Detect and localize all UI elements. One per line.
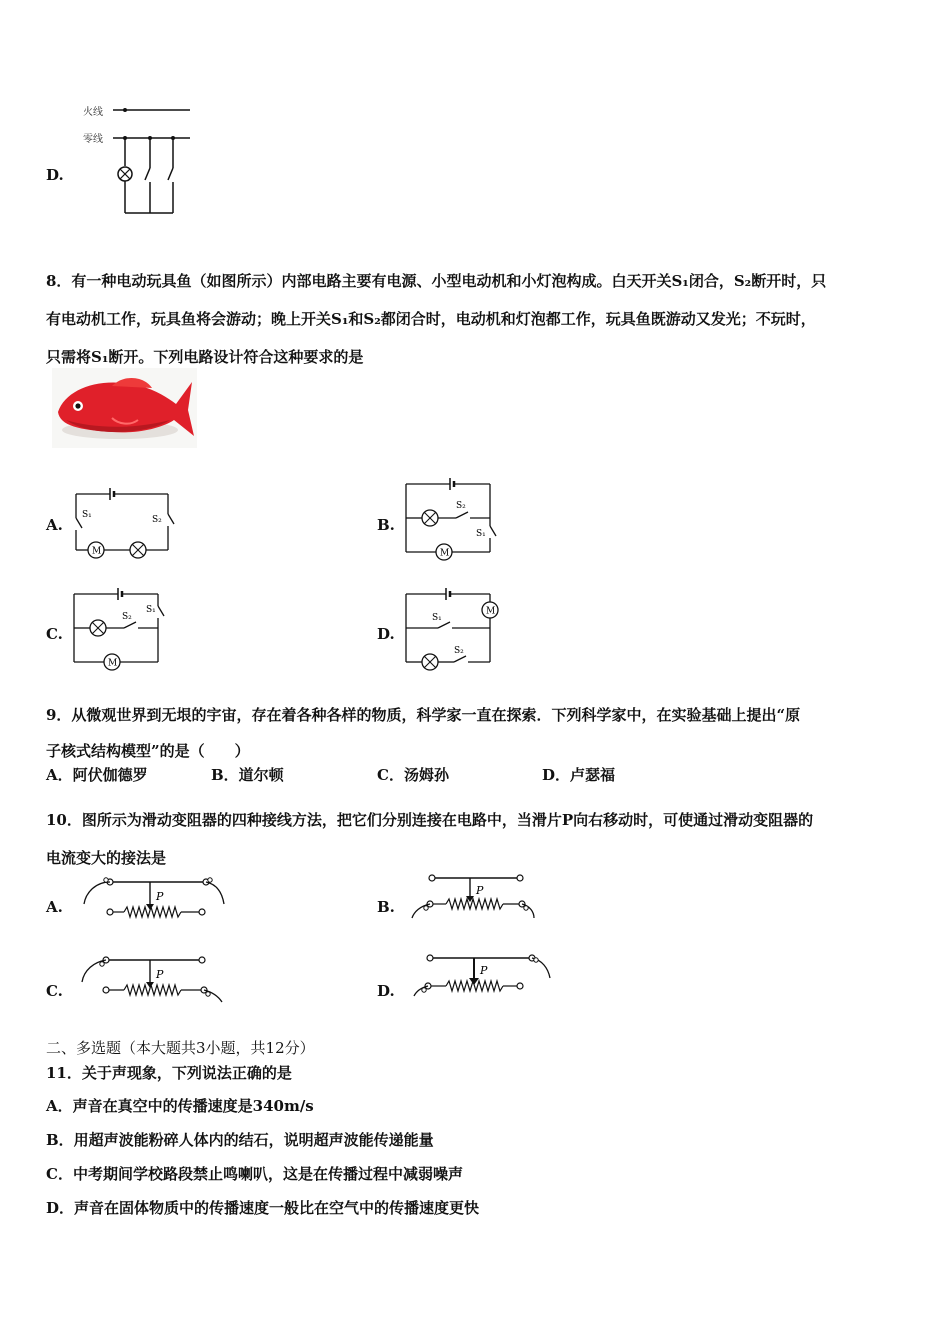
switch-s2-icon <box>168 514 174 524</box>
q11-option-c[interactable]: C．中考期间学校路段禁止鸣喇叭，这是在传播过程中减弱噪声 <box>46 1165 463 1183</box>
q11-option-b[interactable]: B．用超声波能粉碎人体内的结石，说明超声波能传递能量 <box>46 1131 434 1149</box>
lamp-icon <box>422 654 438 670</box>
resistor-coil-icon <box>124 985 181 995</box>
q11-stem: 11．关于声现象，下列说法正确的是 <box>46 1064 292 1082</box>
toy-fish-image <box>52 368 197 448</box>
switch-s2-icon <box>454 656 466 662</box>
q9-option-b[interactable]: B．道尔顿 <box>211 766 284 784</box>
q8-circuit-b <box>404 478 514 563</box>
motor-label: M <box>92 546 102 557</box>
slider-label: P <box>156 968 164 981</box>
q9-option-d[interactable]: D．卢瑟福 <box>542 766 616 784</box>
q10-rheostat-d <box>410 950 560 1005</box>
lamp-icon <box>422 510 438 526</box>
lamp-icon <box>118 167 132 181</box>
q7-option-d-label[interactable]: D. <box>46 166 64 184</box>
lamp-icon <box>90 620 106 636</box>
motor-label: M <box>108 658 118 669</box>
q10-stem <box>46 801 908 877</box>
q8-circuit-a <box>72 484 182 564</box>
motor-label: M <box>440 548 450 559</box>
switch-icon <box>168 168 173 180</box>
s2-label: S₂ <box>456 501 466 511</box>
q8-stem <box>46 262 908 376</box>
switch-s1-icon <box>490 526 496 536</box>
q8-option-a[interactable]: A. <box>46 516 63 534</box>
q8-line: 8．有一种电动玩具鱼（如图所示）内部电路主要有电源、小型电动机和小灯泡构成。白天开关S₁闭合，S₂断开时，只 <box>46 272 827 290</box>
s2-label: S₂ <box>122 612 132 622</box>
q10-line: 电流变大的接法是 <box>46 849 167 867</box>
q9-line: 子核式结构模型”的是（ ） <box>46 742 250 760</box>
s1-label: S₁ <box>432 613 442 623</box>
motor-label: M <box>486 606 496 617</box>
q11-option-d[interactable]: D．声音在固体物质中的传播速度一般比在空气中的传播速度更快 <box>46 1199 480 1217</box>
slider-label: P <box>480 964 488 977</box>
switch-s2-icon <box>456 512 468 518</box>
s1-label: S₁ <box>476 529 486 539</box>
live-wire-label: 火线 <box>83 107 103 118</box>
s2-label: S₂ <box>454 646 464 656</box>
q8-option-b[interactable]: B. <box>377 516 395 534</box>
switch-icon <box>145 168 150 180</box>
q9-option-a[interactable]: A．阿伏伽德罗 <box>46 766 148 784</box>
resistor-coil-icon <box>446 899 503 909</box>
s2-label: S₂ <box>152 515 162 525</box>
s1-label: S₁ <box>82 510 92 520</box>
switch-s2-icon <box>124 622 136 628</box>
q8-line: 只需将S₁断开。下列电路设计符合这种要求的是 <box>46 348 364 366</box>
q8-line: 有电动机工作，玩具鱼将会游动；晚上开关S₁和S₂都闭合时，电动机和灯泡都工作，玩具鱼既游动又发光；不玩时， <box>46 310 816 328</box>
resistor-coil-icon <box>124 907 181 917</box>
q10-option-a[interactable]: A. <box>46 898 63 916</box>
q8-circuit-d <box>404 586 514 671</box>
q9-option-c[interactable]: C．汤姆孙 <box>377 766 449 784</box>
q7-circuit-diagram <box>75 100 235 220</box>
q10-rheostat-c <box>80 952 230 1007</box>
q9-stem <box>46 697 908 769</box>
q11-option-a[interactable]: A．声音在真空中的传播速度是340m/s <box>46 1097 314 1115</box>
q8-circuit-c <box>72 586 182 671</box>
q10-option-b[interactable]: B. <box>377 898 395 916</box>
q10-rheostat-a <box>80 874 230 924</box>
q8-option-c[interactable]: C. <box>46 625 63 643</box>
q8-option-d[interactable]: D. <box>377 625 395 643</box>
slider-label: P <box>476 884 484 897</box>
q10-rheostat-b <box>408 868 558 923</box>
switch-s1-icon <box>158 606 164 616</box>
q10-line: 10．图所示为滑动变阻器的四种接线方法，把它们分别连接在电路中，当滑片P向右移动时，可使通过滑动变阻器的 <box>46 811 814 829</box>
q9-line: 9．从微观世界到无垠的宇宙，存在着各种各样的物质，科学家一直在探索．下列科学家中，在实验基础上提出“原 <box>46 706 801 724</box>
lamp-icon <box>130 542 146 558</box>
s1-label: S₁ <box>146 605 156 615</box>
section-heading: 二、多选题（本大题共3小题，共12分） <box>46 1039 315 1057</box>
q10-option-d[interactable]: D. <box>377 982 395 1000</box>
q10-option-c[interactable]: C. <box>46 982 63 1000</box>
slider-label: P <box>156 890 164 903</box>
neutral-wire-label: 零线 <box>83 134 103 145</box>
